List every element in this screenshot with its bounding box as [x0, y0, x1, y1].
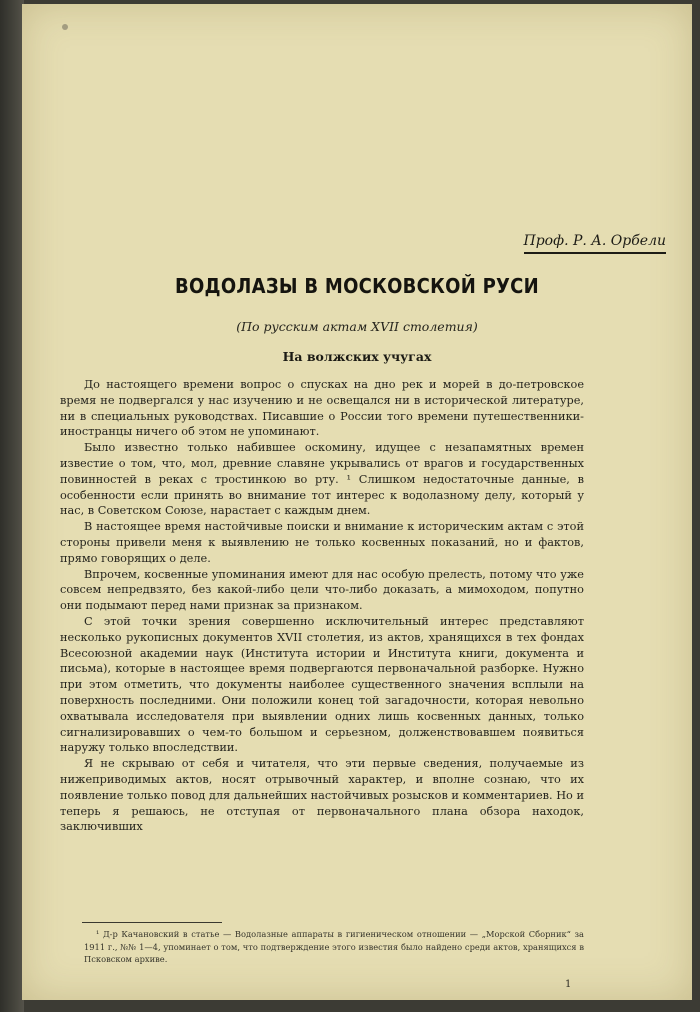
body-paragraph: В настоящее время настойчивые поиски и внимание к историческим актам с этой стороны привели меня к выявлению не только косвенных показаний, но и фактов, прямо говорящих о деле. [60, 520, 584, 565]
footnote-divider [82, 922, 222, 923]
body-paragraph: До настоящего времени вопрос о спусках на дно рек и морей в до-петровское время не подвергался у нас изучению и не освещался ни в исторической литературе, ни в специальных руководствах. Писавшие о России того времени путешественники-иностранцы ничего об этом не упоминают. [60, 378, 584, 439]
book-binding-edge [0, 0, 24, 1012]
body-paragraph: Впрочем, косвенные упоминания имеют для нас особую прелесть, потому что уже совсем непредвзято, без какой-либо цели что-либо доказать, а мимоходом, попутно они подымают перед нами признак за признаком. [60, 567, 584, 613]
body-paragraph: Было известно только набившее оскомину, идущее с незапамятных времен известие о том, что, мол, древние славяне укрывались от врагов и государственных повинностей в реках с тростинкою во рту. ¹ Слишком недостаточные данные, в особенности если принять во внимание тот интерес к водолазному делу, который у нас, в Советском Союзе, нарастает с каждым днем. [60, 441, 584, 518]
section-heading: На волжских учугах [282, 349, 432, 364]
document-page [22, 4, 692, 1000]
body-paragraph: Я не скрываю от себя и читателя, что эти первые сведения, получаемые из нижеприводимых актов, носят отрывочный характер, и вполне сознаю, что их появление только повод для дальнейших настойчивых розысков и комментариев. Но и теперь я решаюсь, не отступая от первоначального плана обзора находок, заключивших [60, 757, 584, 834]
author-name: Проф. Р. А. Орбели [524, 233, 666, 254]
article-title: ВОДОЛАЗЫ В МОСКОВСКОЙ РУСИ [174, 274, 539, 298]
paper-smudge-mark [62, 24, 68, 30]
body-paragraph: С этой точки зрения совершенно исключительный интерес представляют несколько рукописных документов XVII столетия, из актов, хранящихся в тех фондах Всесоюзной академии наук (Института истории и Института книги, документа и письма), которые в настоящее время подвергаются первоначальной разборке. Нужно при этом отметить, что документы наиболее существенного значения всплыли на поверхность последними. Они положили конец той загадочности, которая невольно охватывала исследователя при выявлении одних лишь косвенных данных, только сигнализировавших о чем-то большом и серьезном, долженствовавшем появиться наружу только впоследствии. [60, 614, 584, 755]
article-subtitle: (По русским актам XVII столетия) [236, 319, 478, 334]
article-body [60, 377, 584, 835]
footnote-text: ¹ Д-р Качановский в статье — Водолазные аппараты в гигиеническом отношении — „Морской Сборник“ за 1911 г., №№ 1—4, упоминает о том, что подтверждение этого известия было найдено среди актов, хранящихся в Псковском архиве. [84, 929, 584, 964]
page-number: 1 [565, 979, 572, 990]
